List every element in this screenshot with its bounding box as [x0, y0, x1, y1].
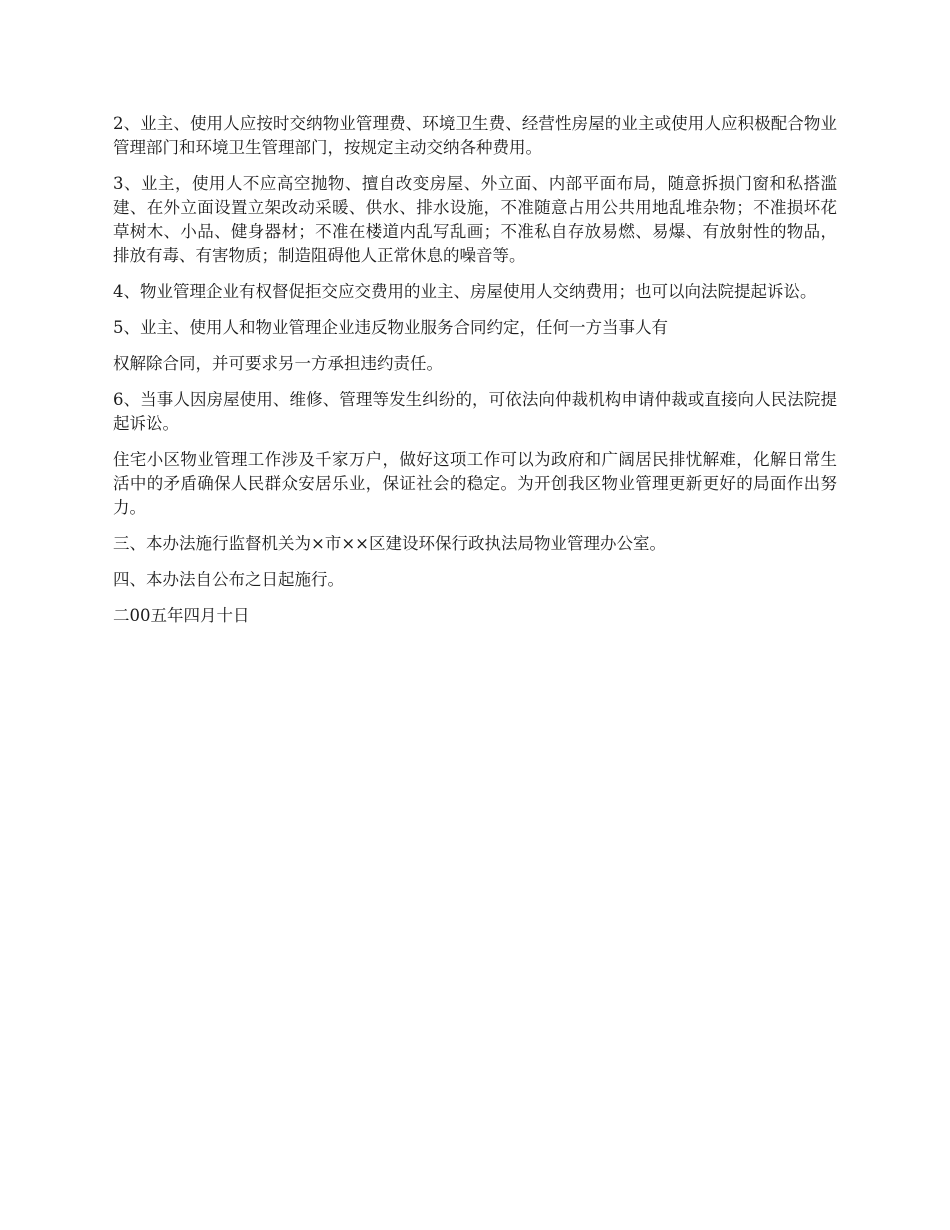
paragraph-effective-date: 四、本办法自公布之日起施行。	[113, 570, 344, 589]
paragraph-summary: 住宅小区物业管理工作涉及千家万户，做好这项工作可以为政府和广阔居民排忧解难，化解日常生活中的矛盾确保人民群众安居乐业，保证社会的稳定。为开创我区物业管理更新更好的局面作出努力。	[113, 450, 837, 517]
paragraph-supervising-authority: 三、本办法施行监督机关为×市××区建设环保行政执法局物业管理办公室。	[113, 534, 666, 553]
paragraph-dispute-resolution: 6、当事人因房屋使用、维修、管理等发生纠纷的，可依法向仲裁机构申请仲裁或直接向人民法院提起诉讼。	[113, 390, 837, 433]
document-body	[113, 112, 837, 640]
paragraph-contract-termination: 权解除合同，并可要求另一方承担违约责任。	[113, 354, 443, 373]
paragraph-fee-enforcement: 4、物业管理企业有权督促拒交应交费用的业主、房屋使用人交纳费用；也可以向法院提起诉讼。	[113, 282, 817, 301]
paragraph-fee-payment: 2、业主、使用人应按时交纳物业管理费、环境卫生费、经营性房屋的业主或使用人应积极配合物业管理部门和环境卫生管理部门，按规定主动交纳各种费用。	[113, 114, 837, 157]
paragraph-prohibited-acts: 3、业主，使用人不应高空抛物、擅自改变房屋、外立面、内部平面布局，随意拆损门窗和私搭滥建、在外立面设置立架改动采暖、供水、排水设施，不准随意占用公共用地乱堆杂物；不准损坏花草树木、小品、健身器材；不准在楼道内乱写乱画；不准私自存放易燃、易爆、有放射性的物品，排放有毒、有害物质；制造阻碍他人正常休息的噪音等。	[113, 174, 837, 265]
document-date: 二00五年四月十日	[113, 606, 250, 625]
paragraph-contract-breach: 5、业主、使用人和物业管理企业违反物业服务合同约定，任何一方当事人有	[113, 318, 668, 337]
